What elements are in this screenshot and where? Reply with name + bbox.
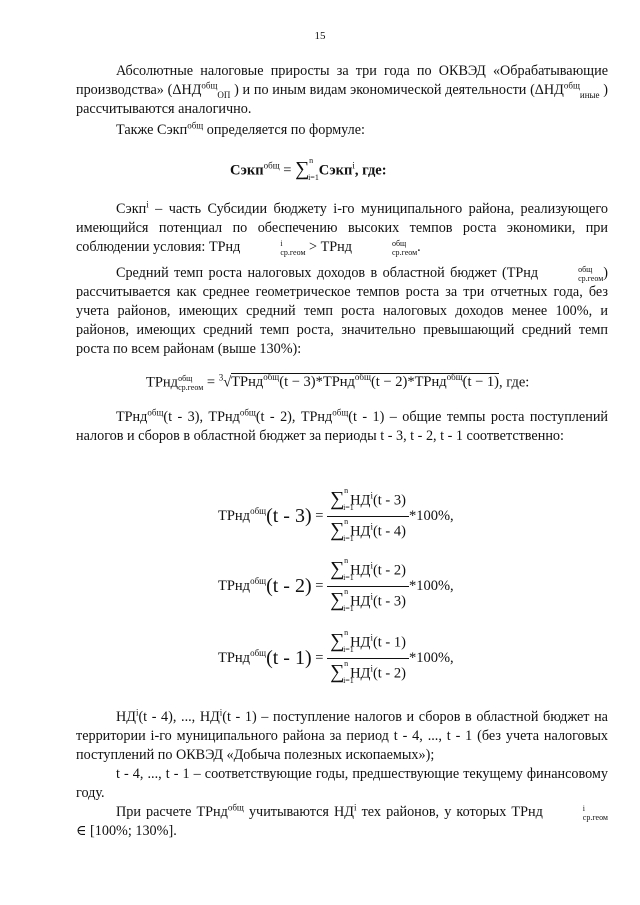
f3a-sup: общ <box>250 506 267 516</box>
paragraph-absolute-increments <box>76 62 608 140</box>
p8-end: . <box>173 823 177 839</box>
p3-c2-sub: ср.геом <box>391 247 418 257</box>
f3b-tail: *100%, <box>408 577 454 594</box>
p5-c: (t - 2), ТРнд <box>255 409 333 425</box>
f3c-den: НД <box>350 665 371 682</box>
f1-tail: , где: <box>354 162 387 179</box>
p3-end: . <box>417 239 421 255</box>
p6-b: (t - 4), ..., НД <box>138 709 220 725</box>
p5-b: (t - 3), ТРнд <box>163 409 240 425</box>
p4-sub: ср.геом <box>578 273 604 283</box>
f2-r1: ТРнд <box>231 374 264 391</box>
f3b-den-arg: (t - 3) <box>372 593 406 610</box>
f1-lhs-sup: общ <box>263 160 280 171</box>
p8-t-sub: ср.геом <box>582 812 608 822</box>
f2-eq: = <box>203 374 219 391</box>
paragraph-sekp-definition <box>76 200 608 257</box>
p8-sup2: i <box>353 802 357 813</box>
formula-geometric-mean <box>146 374 529 392</box>
p6-sup2: i <box>219 707 223 718</box>
f3a-num-sup: i <box>370 490 373 501</box>
p3-c2-sup: общ <box>391 238 407 248</box>
paragraph-years: t - 4, ..., t - 1 – соответствующие годы, предшествующие текущему финансовому году. <box>76 766 608 801</box>
page-number: 15 <box>314 30 326 42</box>
paragraph-tax-receipts <box>76 708 608 841</box>
f3c-sup: общ <box>250 648 267 658</box>
f3b-d-lo: i=1 <box>343 604 354 613</box>
p8-t: ТРнд <box>511 804 543 820</box>
p2-sup: общ <box>187 120 204 131</box>
f3c-n-hi: n <box>344 628 349 637</box>
f3c-d-lo: i=1 <box>343 676 354 685</box>
f2-radicand <box>231 373 499 390</box>
f3c-lhs: ТРнд <box>218 649 251 666</box>
f2-a3: (t − 1) <box>462 374 500 391</box>
p5-d: (t - 1) – общие темпы роста поступлений налогов и сборов в областной бюджет за периоды t - 3, t - 2, t - 1 соответственно: <box>76 409 609 444</box>
p1-sub2: иные <box>579 89 600 100</box>
p5-sup3: общ <box>332 407 349 418</box>
f3a-den-arg: (t - 4) <box>372 523 406 540</box>
p8-script <box>543 804 608 822</box>
f3c-num: НД <box>350 634 371 651</box>
p1-mid: ) и по иным видам экономической деятельности (ΔНД <box>234 82 564 98</box>
f2-lhs-sub: ср.геом <box>178 383 204 392</box>
f3a-n-hi: n <box>344 486 349 495</box>
f3a-fraction: ∑ n i=1 $НД^i(t - 3)$ ∑ n i=1 $НД^i(t - 4)$ <box>327 488 409 545</box>
p3-c1: ТРнд <box>208 239 241 255</box>
f2-lhs-script <box>178 374 203 392</box>
f3c-d-hi: n <box>344 659 349 668</box>
formula-growth-t2: ТРнд$^{общ}$(t - 2) = ∑ n i=1 $НД^i(t - 2)$ ∑ n i=1 $НД^i(t - 3)$ *100%, <box>218 556 454 613</box>
p5-a: ТРнд <box>116 409 148 425</box>
f3a-n-lo: i=1 <box>343 503 354 512</box>
p3-b: – часть Субсидии бюджету i-го муниципального района, реализующего имеющийся потенциал по обеспечению высоких темпов роста экономики, при соблюдении условия: <box>76 201 608 255</box>
f3a-d-hi: n <box>344 517 349 526</box>
p8-t-sup: i <box>582 803 586 813</box>
sum-symbol: ∑ n i=1 <box>295 156 319 182</box>
f3c-den-sup: i <box>370 663 373 674</box>
f3b-num-arg: (t - 2) <box>372 562 406 579</box>
f2-lhs-sup: общ <box>178 374 193 383</box>
p4-b: ) рассчитывается как среднее геометрическое темпов роста за три отчетных года, без учета районов, имеющих средний темп роста налоговых доходов менее 100%, и районов, имеющих средний темп роста, значительно превышающий средний темп роста по всем районам (выше 130%): <box>76 265 608 357</box>
f3a-den-sup: i <box>370 521 373 532</box>
f3c-n-lo: i=1 <box>343 645 354 654</box>
p3-c1-script <box>240 239 305 257</box>
f2-tail: , где: <box>499 374 530 391</box>
formula-sekp-total: Сэкп$^{общ}$ = ∑ n i=1 Сэкп$^i$, где: <box>230 156 387 182</box>
f1-term-sup: i <box>352 160 355 171</box>
p5-sup1: общ <box>147 407 164 418</box>
p1-end: ) рассчитываются аналогично. <box>76 82 609 117</box>
f2-star1: * <box>315 374 323 391</box>
f2-a1: (t − 3) <box>279 374 316 391</box>
p1-sub: ОП <box>217 89 231 100</box>
f3a-arg: (t - 3) <box>266 505 312 527</box>
f2-r2: ТРнд <box>322 374 355 391</box>
f3b-num: НД <box>350 562 371 579</box>
f1-term: Сэкп <box>318 162 353 179</box>
p8-b: учитываются НД <box>243 804 354 820</box>
p3-sup: i <box>146 199 149 210</box>
formula-growth-t3: ТРнд$^{общ}$(t - 3) = ∑ n i=1 $НД^i(t - 3)$ ∑ n i=1 $НД^i(t - 4)$ *100%, <box>218 486 454 543</box>
p4-t: ТРнд <box>506 265 539 281</box>
f2-r1-sup: общ <box>263 372 280 383</box>
paragraph-district-condition <box>76 803 608 841</box>
p2-b: определяется по формуле: <box>203 122 365 138</box>
p8-in: ∈ [100%; 130%] <box>76 823 174 839</box>
f3b-den-sup: i <box>370 591 373 602</box>
f2-lhs: ТРнд <box>146 374 179 391</box>
paragraph-average-growth <box>76 264 608 359</box>
f3a-lhs: ТРнд <box>218 507 251 524</box>
p5-sup2: общ <box>239 407 256 418</box>
f1-lhs: Сэкп <box>230 162 264 179</box>
f3c-num-sup: i <box>370 632 373 643</box>
f3a-num-arg: (t - 3) <box>372 492 406 509</box>
f3b-arg: (t - 2) <box>266 575 312 597</box>
f3b-lhs: ТРнд <box>218 577 251 594</box>
p4-script <box>538 265 603 283</box>
f3c-num-arg: (t - 1) <box>372 634 406 651</box>
f3b-den: НД <box>350 593 371 610</box>
p3-a: Сэкп <box>116 201 147 217</box>
f3a-tail: *100%, <box>408 507 454 524</box>
p8-sup: общ <box>227 802 244 813</box>
f3b-n-lo: i=1 <box>343 573 354 582</box>
p3-c1-sup: i <box>280 238 283 248</box>
f3b-d-hi: n <box>344 587 349 596</box>
f3a-d-lo: i=1 <box>343 534 354 543</box>
p3-c2: ТРнд <box>320 239 352 255</box>
f3b-n-hi: n <box>344 556 349 565</box>
f3b-fraction: ∑ n i=1 $НД^i(t - 2)$ ∑ n i=1 $НД^i(t - 3)$ <box>327 558 409 615</box>
f3c-arg: (t - 1) <box>266 647 312 669</box>
p3-op: > <box>305 239 321 255</box>
f2-r3: ТРнд <box>414 374 447 391</box>
root-sign: √ <box>223 374 232 391</box>
p6-c: (t - 1) – поступление налогов и сборов в областной бюджет на территории i-го муниципального района за период t - 4, ..., t - 1 (без учета налоговых поступлений по ОКВЭД «Добыча полезных ископаемых»); <box>76 709 608 763</box>
p8-c: тех районов, у которых <box>356 804 512 820</box>
p3-c2-script <box>352 239 417 257</box>
formula-growth-t1: ТРнд$^{общ}$(t - 1) = ∑ n i=1 $НД^i(t - 1)$ ∑ n i=1 $НД^i(t - 2)$ *100%, <box>218 628 454 685</box>
f3c-tail: *100%, <box>408 649 454 666</box>
f2-star2: * <box>407 374 415 391</box>
f3c-fraction: ∑ n i=1 $НД^i(t - 1)$ ∑ n i=1 $НД^i(t - 2)$ <box>327 630 409 687</box>
f1-sum-lo: i=1 <box>308 173 319 182</box>
f1-sum-hi: n <box>309 156 314 165</box>
p6-sup1: i <box>135 707 139 718</box>
f2-r2-sup: общ <box>354 372 371 383</box>
f2-root-index: 3 <box>218 372 224 383</box>
p6-a: НД <box>116 709 136 725</box>
f3b-num-sup: i <box>370 560 373 571</box>
p2-a: Также Сэкп <box>116 122 188 138</box>
f2-a2: (t − 2) <box>370 374 408 391</box>
p1-sup: общ <box>201 80 218 91</box>
f3c-den-arg: (t - 2) <box>372 665 406 682</box>
f2-r3-sup: общ <box>446 372 463 383</box>
p3-c1-sub: ср.геом <box>280 247 306 257</box>
p1-sup2: общ <box>563 80 580 91</box>
p4-a: Средний темп роста налоговых доходов в областной бюджет ( <box>116 265 507 281</box>
f3b-sup: общ <box>250 576 267 586</box>
f3a-den: НД <box>350 523 371 540</box>
p8-a: При расчете ТРнд <box>116 804 228 820</box>
f3a-num: НД <box>350 492 371 509</box>
p1-text: Абсолютные налоговые приросты за три года по ОКВЭД «Обрабатывающие производства» (ΔНД <box>76 63 608 98</box>
p4-sup: общ <box>578 264 593 274</box>
paragraph-growth-periods <box>76 408 608 446</box>
